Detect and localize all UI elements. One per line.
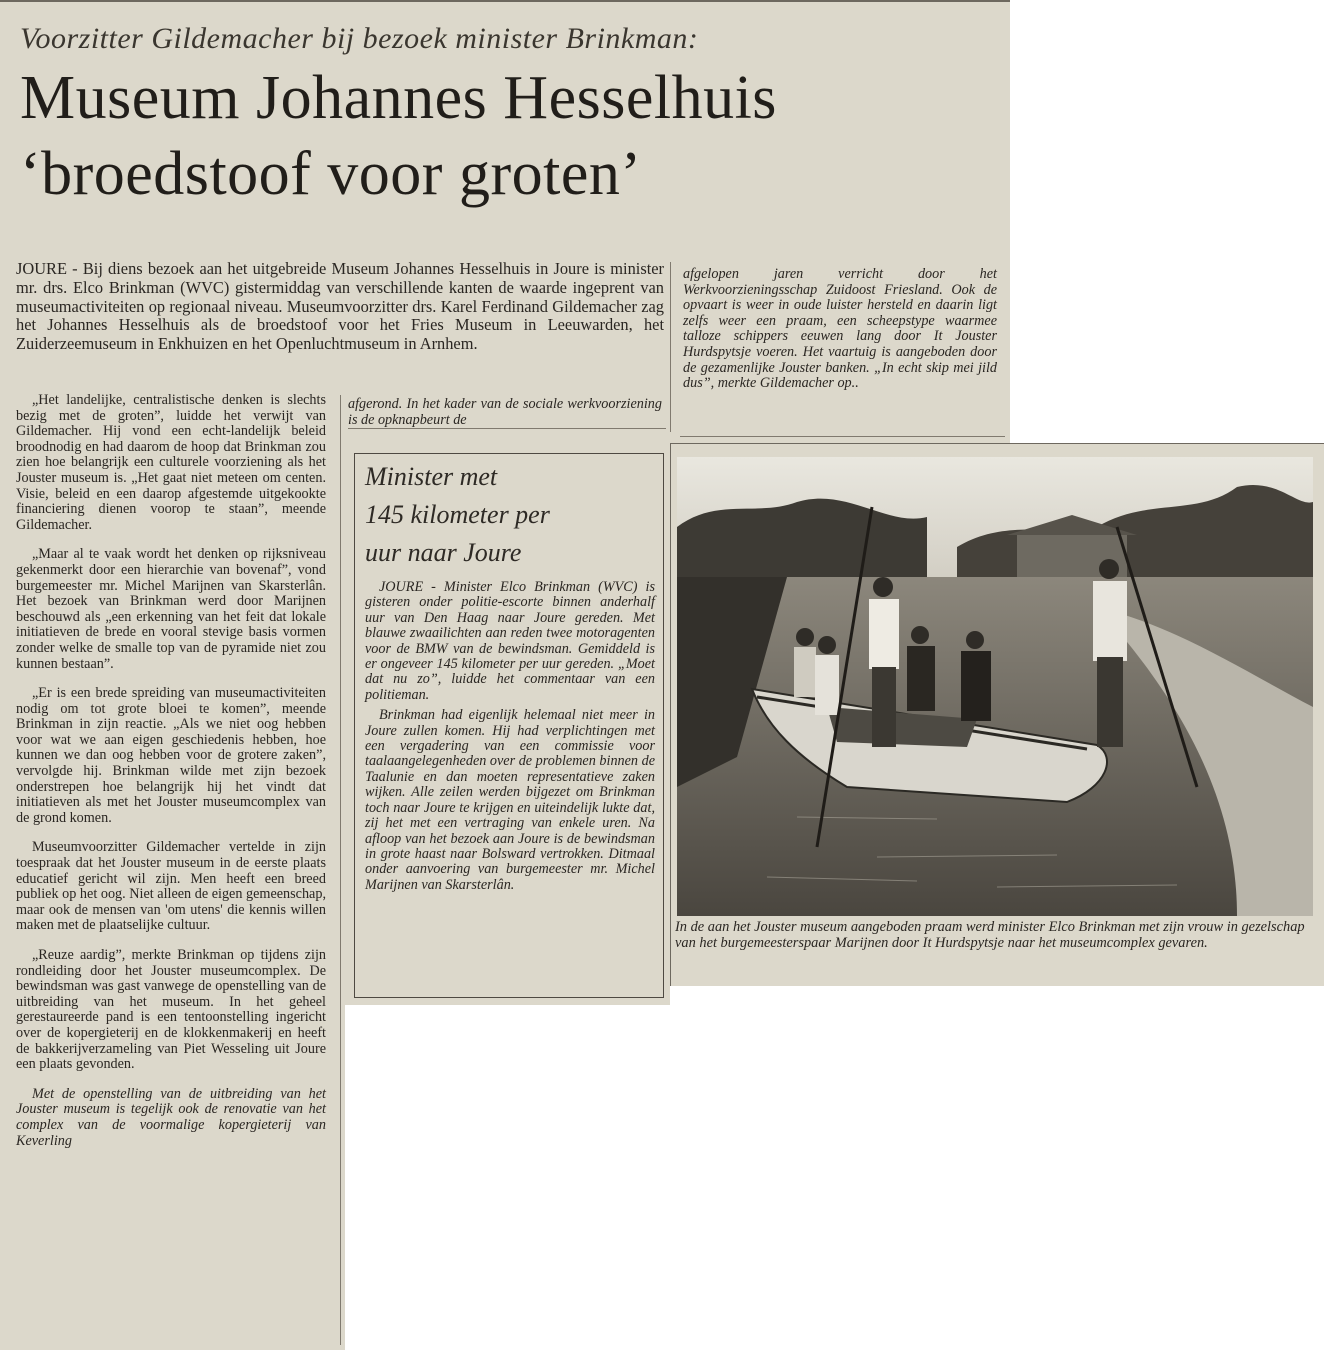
lead-paragraph: JOURE - Bij diens bezoek aan het uitgebreide Museum Johannes Hesselhuis in Joure is minister mr. drs. Elco Brinkman (WVC) gistermiddag van verschillende kanten de waarde ingeprent van museumactiviteiten op regionaal niveau. Museumvoorzitter drs. Karel Ferdinand Gildemacher zag het Johannes Hesselhuis als de broedstoof voor het Fries Museum in Leeuwarden, het Zuiderzeemuseum in Enkhuizen en het Openluchtmuseum in Arnhem. [16, 259, 664, 354]
sidebar-title [365, 458, 655, 572]
sidebar-body [365, 580, 655, 898]
sidebar-title-line: uur naar Joure [365, 538, 522, 567]
headline-line-2: ‘broedstoof voor groten’ [20, 140, 642, 208]
kicker: Voorzitter Gildemacher bij bezoek minister Brinkman: [20, 22, 699, 55]
middle-continuation: afgerond. In het kader van de sociale werkvoorziening is de opknapbeurt de [348, 396, 662, 428]
body-paragraph: „Reuze aardig”, merkte Brinkman op tijdens zijn rondleiding door het Jouster museumcomplex. De bewindsman was gast vanwege de openstelling van de uitbreiding van het museum. In het geheel gerestaureerde pand is een tentoonstelling ingericht over de kopergieterij en de klokkenmakerij en heeft de bakkerijverzameling van Piet Wesseling uit Joure een plaats gevonden. [16, 947, 326, 1073]
sidebar-box [354, 453, 664, 998]
headline-line-1: Museum Johannes Hesselhuis [20, 64, 777, 132]
sidebar-title-line: 145 kilometer per [365, 500, 550, 529]
right-column: afgelopen jaren verricht door het Werkvoorzieningsschap Zuidoost Friesland. Ook de opvaart is weer in oude luister hersteld en daarin ligt zelfs weer een praam, een scheepstype waarmee talloze schippers eeuwen lang door It Jouster Hurdspytsje voeren. Het vaartuig is aangeboden door de gezamenlijke Jouster banken. „In echt skip mei jild dus”, merkte Gildemacher op.. [683, 266, 997, 392]
boat-photo-illustration [677, 457, 1313, 916]
headline [20, 60, 1000, 212]
column-divider [340, 395, 341, 1345]
column-divider [670, 262, 671, 432]
left-column [16, 393, 326, 1163]
body-paragraph: „Het landelijke, centralistische denken is slechts bezig met de groten”, luidde het verwijt van Gildemacher. Hij vond een echt-landelijk beleid broodnodig en had daarom de hoop dat Brinkman zou zien hoe belangrijk een culturele voorziening als het Jouster museum is. „Het gaat niet meteen om centen. Visie, beleid en een daarop afgestemde uitgekookte financiering dienen voorop te staan”, meende Gildemacher. [16, 392, 326, 533]
sidebar-title-line: Minister met [365, 462, 498, 491]
body-paragraph: Museumvoorzitter Gildemacher vertelde in zijn toespraak dat het Jouster museum in de eerste plaats educatief gericht wil zijn. Men heeft een breed publiek op het oog. Niet alleen de eigen gemeenschap, maar ook de mensen van 'om utens' die kennis willen maken met de plaatselijke cultuur. [16, 839, 326, 934]
sidebar-paragraph: JOURE - Minister Elco Brinkman (WVC) is gisteren onder politie-escorte binnen anderhalf uur van Den Haag naar Joure gereden. Met blauwe zwaailichten aan reden twee motoragenten voor de BMW van de bewindsman. Gemiddeld is er ongeveer 145 kilometer per uur gereden. „Moet dat nu zo”, luidde het commentaar van een politieman. [365, 579, 655, 703]
section-rule [680, 436, 1005, 437]
body-paragraph: „Er is een brede spreiding van museumactiviteiten nodig om tot grote bloei te komen”, meende Brinkman in zijn reactie. „Als we niet oog hebben voor wat we aan eigen geschiedenis hebben, hoe kunnen we dan oog hebben voor de grotere zaken”, vervolgde hij. Brinkman wilde met zijn bezoek onderstrepen hoe belangrijk hij het vindt dat initiatieven als met het Jouster museumcomplex van de grond komen. [16, 685, 326, 826]
photo-caption: In de aan het Jouster museum aangeboden praam werd minister Elco Brinkman met zijn vrouw in gezelschap van het burgemeesterspaar Marijnen door It Hurdspytsje naar het museumcomplex gevaren. [675, 919, 1305, 951]
body-paragraph-italic: Met de openstelling van de uitbreiding van het Jouster museum is tegelijk ook de renovatie van het complex van de voormalige kopergieterij van Keverling [16, 1085, 326, 1149]
boat-photo [677, 457, 1313, 916]
sidebar-paragraph: Brinkman had eigenlijk helemaal niet meer in Joure zullen komen. Hij had verplichtingen met een vergadering van een commissie voor taalaangelegenheden over de problemen binnen de Taalunie en dan moeten representatieve zaken wijken. Alle zeilen werden bijgezet om Brinkman toch naar Joure te krijgen en uiteindelijk lukte dat, zij het met een vertraging van enkele uren. Na afloop van het bezoek aan Joure is de bewindsman in grote haast naar Bolsward vertrokken. Ditmaal onder aanvoering van burgemeester mr. Michel Marijnen van Skarsterlân. [365, 707, 655, 893]
body-paragraph: „Maar al te vaak wordt het denken op rijksniveau gekenmerkt door een hierarchie van bovenaf”, vond burgemeester mr. Michel Marijnen van Skarsterlân. Het bezoek van Brinkman werd door Marijnen beschouwd als „een erkenning van het feit dat lokale initiatieven de brede en vooral stevige basis vormen zonder welke de smalle top van de pyramide niet zou kunnen bestaan”. [16, 546, 326, 672]
